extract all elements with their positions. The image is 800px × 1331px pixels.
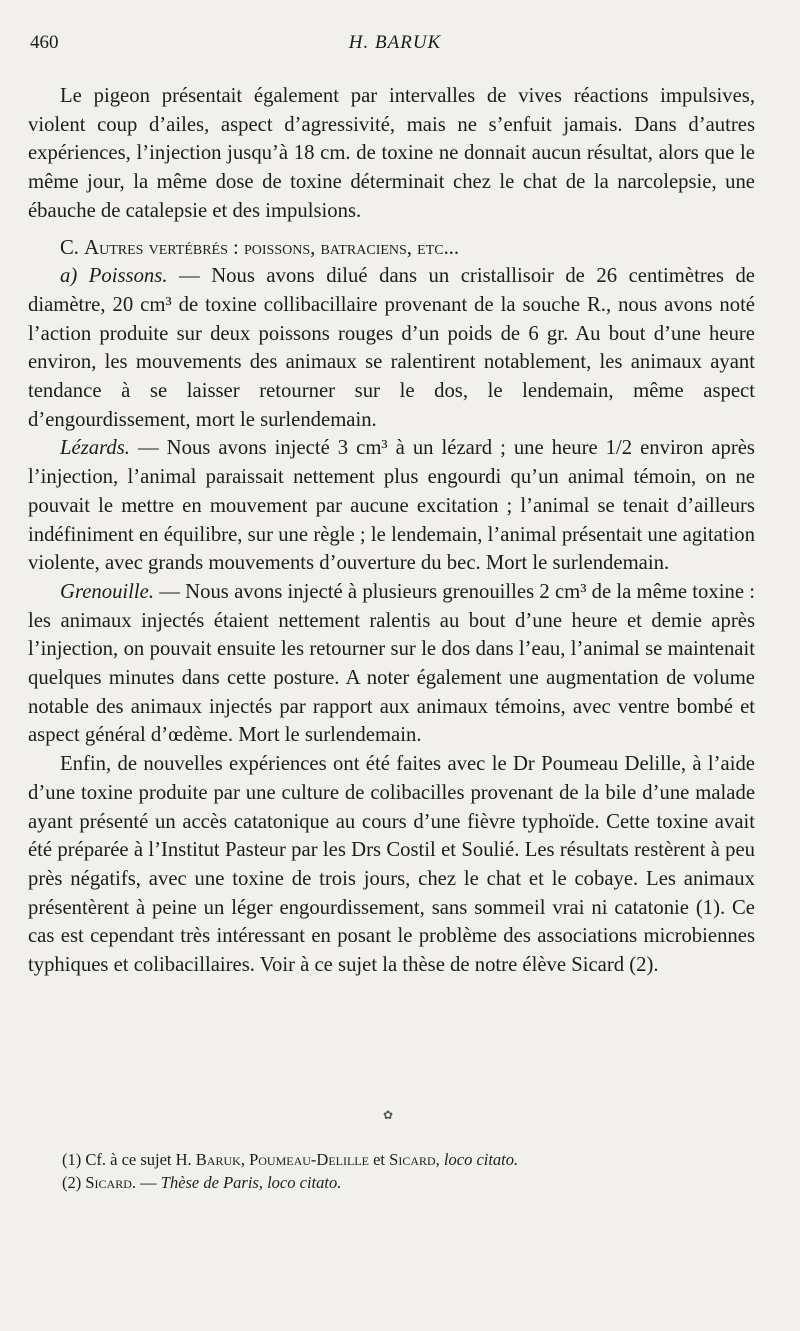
subsection-label-lezards: Lézards.: [60, 437, 130, 460]
footnote-1: [62, 1148, 752, 1171]
footnote-2-author-sicard: Sicard: [85, 1173, 132, 1192]
paragraph-pigeon: Le pigeon présentait également par intervalles de vives réactions impulsives, violent coup d’ailes, aspect d’agressivité, mais ne s’enfuit jamais. Dans d’autres expériences, l’injection jusqu’à 18 cm. de toxine ne donnait aucun résultat, alors que le même jour, la même dose de toxine déterminait chez le chat de la narcolepsie, une ébauche de catalepsie et des impulsions.: [28, 85, 755, 222]
footnote-1-author-poumeau-delille: Poumeau-Delille: [249, 1150, 369, 1169]
paragraph-grenouille: [28, 578, 755, 750]
paragraph-lezards: [28, 434, 755, 578]
footnote-1-reference: loco citato.: [443, 1150, 519, 1169]
section-number: C.: [60, 236, 85, 259]
subsection-label-grenouille: Grenouille.: [60, 580, 155, 603]
body-text: [28, 82, 755, 980]
footnote-2-prefix: (2): [62, 1173, 86, 1192]
paragraph-poissons-text: — Nous avons dilué dans un cristallisoir de 26 centimètres de diamètre, 20 cm³ de toxine collibacillaire provenant de la souche R., nous avons noté l’action produite sur deux poissons rouges d’un poids de 6 gr. Au bout d’une heure environ, les mouvements des animaux se ralentirent notablement, les animaux ayant tendance à se laisser retourner sur le dos, le lendemain, même aspect d’engourdissement, mort le surlendemain.: [28, 265, 755, 431]
page-header: [30, 32, 760, 62]
section-title: Autres vertébrés : poissons, batraciens, etc...: [84, 236, 460, 259]
footnote-1-sep: et: [368, 1150, 390, 1169]
subsection-label-poissons: a) Poissons.: [60, 265, 168, 288]
footnote-1-author-sicard: Sicard: [389, 1150, 436, 1169]
paragraph-lezards-text: — Nous avons injecté 3 cm³ à un lézard ; une heure 1/2 environ après l’injection, l’animal paraissait nettement plus engourdi qu’un animal témoin, on ne pouvait le mettre en mouvement par aucune excitation ; l’animal se tenait d’ailleurs indéfiniment en équilibre, sur une règle ; le lendemain, l’animal présentait une agitation violente, avec grands mouvements d’ouverture du bec. Mort le surlendemain.: [28, 437, 755, 575]
footnote-1-sep: ,: [435, 1150, 444, 1169]
footnote-2-sep: . —: [131, 1173, 161, 1192]
page-number: 460: [30, 32, 59, 53]
footnote-2: [62, 1171, 752, 1194]
footnote-1-prefix: (1) Cf. à ce sujet H.: [62, 1150, 196, 1169]
footnote-1-sep: ,: [240, 1150, 250, 1169]
paragraph-poissons: [28, 262, 755, 434]
running-head: H. BARUK: [348, 32, 442, 53]
footnote-2-reference: Thèse de Paris, loco citato.: [160, 1173, 342, 1192]
footnote-1-author-baruk: Baruk: [195, 1150, 241, 1169]
section-heading: [28, 234, 755, 263]
ornament-glyph: ✿: [383, 1108, 394, 1122]
paragraph-enfin: Enfin, de nouvelles expériences ont été faites avec le Dr Poumeau Delille, à l’aide d’une toxine produite par une culture de colibacilles provenant de la bile d’une malade ayant présenté un accès catatonique au cours d’une fièvre typhoïde. Cette toxine avait été préparée à l’Institut Pasteur par les Drs Costil et Soulié. Les résultats restèrent à peu près négatifs, avec une toxine de trois jours, chez le chat et le cobaye. Les animaux présentèrent à peine un léger engourdissement, sans sommeil vrai ni catatonie (1). Ce cas est cependant très intéressant en posant le problème des associations microbiennes typhiques et colibacillaires. Voir à ce sujet la thèse de notre élève Sicard (2).: [28, 753, 755, 977]
footnotes: [62, 1148, 752, 1194]
paragraph-grenouille-text: — Nous avons injecté à plusieurs grenouilles 2 cm³ de la même toxine : les animaux injectés étaient nettement ralentis au bout d’une heure et demie après l’injection, on pouvait ensuite les retourner sur le dos dans l’eau, l’animal se maintenait quelques minutes dans cette posture. A noter également une augmentation de volume notable des animaux injectés par rapport aux animaux témoins, avec ventre bombé et aspect général d’œdème. Mort le surlendemain.: [28, 580, 755, 747]
